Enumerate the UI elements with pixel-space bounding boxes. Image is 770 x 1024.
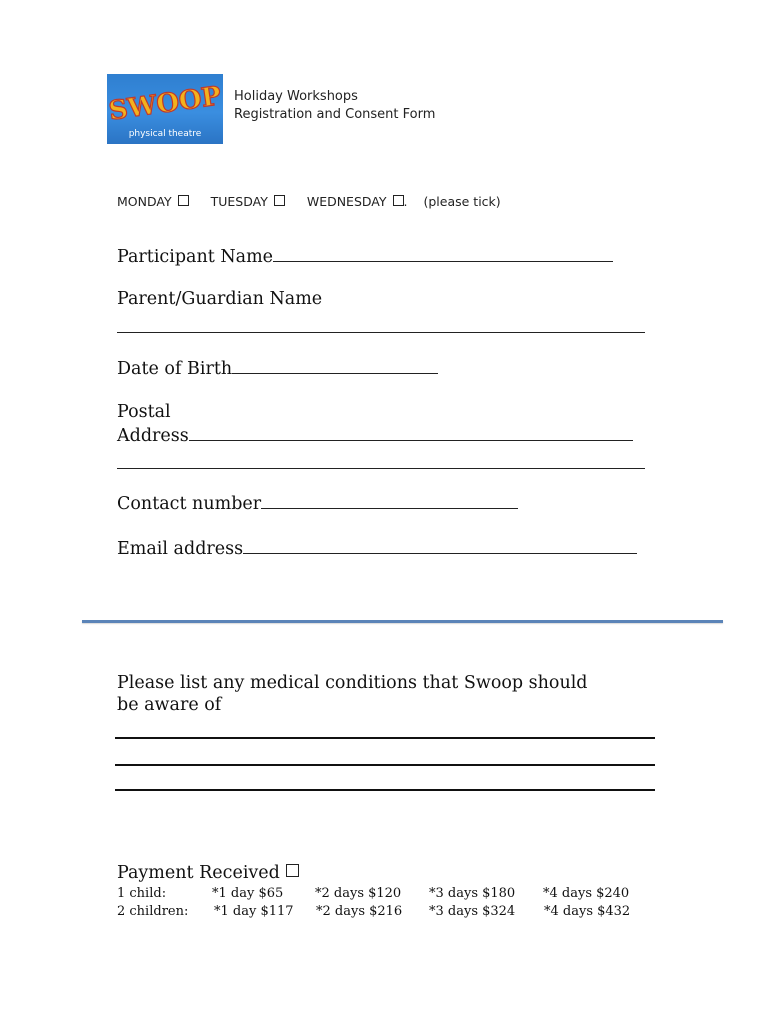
participant-name-label: Participant Name xyxy=(117,247,274,267)
price-1-day: *1 day $65 xyxy=(212,886,284,901)
monday-checkbox[interactable] xyxy=(178,195,189,206)
medical-prompt-line2: be aware of xyxy=(117,695,222,715)
medical-answer-line-3[interactable] xyxy=(115,789,655,791)
wednesday-label: WEDNESDAY xyxy=(306,194,387,209)
date-of-birth-line[interactable] xyxy=(232,357,438,374)
monday-label: MONDAY xyxy=(117,194,172,209)
price-label: 1 child: xyxy=(117,886,167,901)
medical-answer-line-1[interactable] xyxy=(115,737,655,739)
date-of-birth-label: Date of Birth xyxy=(117,359,233,379)
payment-received-label: Payment Received xyxy=(117,863,280,883)
date-of-birth-row xyxy=(117,357,438,379)
participant-name-row xyxy=(117,245,613,267)
participant-name-line[interactable] xyxy=(273,245,613,262)
email-address-row xyxy=(117,537,637,559)
header-subtitle: Registration and Consent Form xyxy=(234,107,436,122)
address-line-2[interactable] xyxy=(117,468,645,469)
parent-guardian-name-line[interactable] xyxy=(117,332,645,333)
price-2-days: *2 days $216 xyxy=(316,904,403,919)
email-address-label: Email address xyxy=(117,539,244,559)
price-row-two-children xyxy=(117,904,677,922)
parent-guardian-name-label: Parent/Guardian Name xyxy=(117,289,323,309)
day-selection xyxy=(117,194,501,209)
address-label: Address xyxy=(117,426,189,446)
logo-word: SWOOP xyxy=(107,81,223,127)
price-4-days: *4 days $240 xyxy=(543,886,630,901)
payment-received-checkbox[interactable] xyxy=(286,864,299,877)
contact-number-line[interactable] xyxy=(261,492,518,509)
price-label: 2 children: xyxy=(117,904,189,919)
header-title: Holiday Workshops xyxy=(234,89,358,104)
section-divider xyxy=(82,620,723,623)
payment-received-row xyxy=(117,863,299,883)
price-4-days: *4 days $432 xyxy=(544,904,631,919)
tuesday-checkbox[interactable] xyxy=(274,195,285,206)
tuesday-label: TUESDAY xyxy=(210,194,268,209)
medical-prompt xyxy=(117,672,588,716)
email-address-line[interactable] xyxy=(243,537,637,554)
postal-label: Postal xyxy=(117,402,171,422)
price-1-day: *1 day $117 xyxy=(214,904,294,919)
tick-instruction: (please tick) xyxy=(423,194,501,209)
medical-answer-line-2[interactable] xyxy=(115,764,655,766)
swoop-logo xyxy=(107,74,223,144)
logo-subtitle: physical theatre xyxy=(128,129,202,139)
medical-prompt-line1: Please list any medical conditions that Swoop should xyxy=(117,673,588,693)
address-row xyxy=(117,424,633,446)
form-header xyxy=(234,88,435,124)
price-2-days: *2 days $120 xyxy=(315,886,402,901)
day-suffix: . xyxy=(403,194,408,209)
address-line-1[interactable] xyxy=(189,424,633,441)
price-3-days: *3 days $180 xyxy=(429,886,516,901)
contact-number-row xyxy=(117,492,518,514)
contact-number-label: Contact number xyxy=(117,494,262,514)
price-row-one-child xyxy=(117,886,677,904)
wednesday-checkbox[interactable] xyxy=(393,195,404,206)
price-3-days: *3 days $324 xyxy=(429,904,516,919)
